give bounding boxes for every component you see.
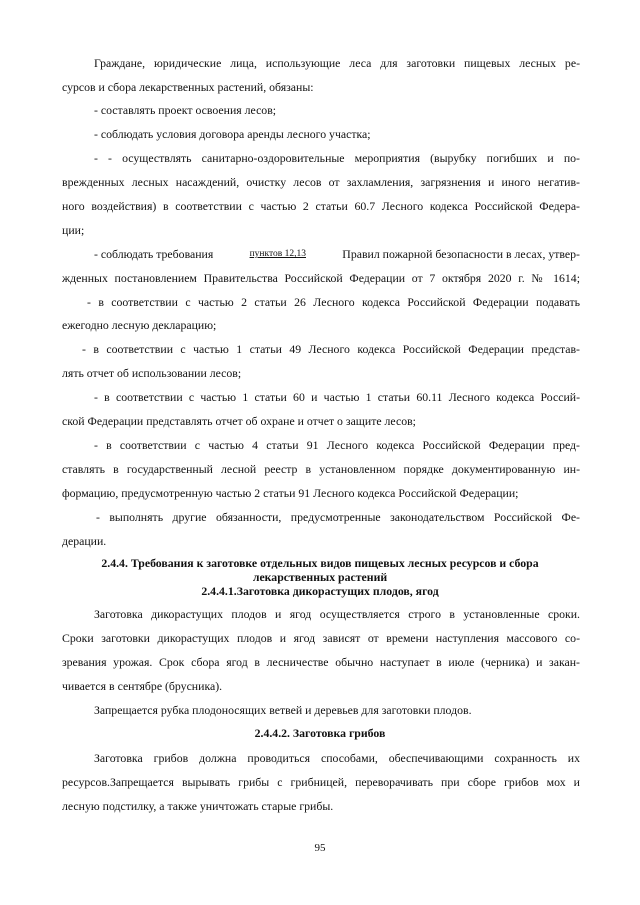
paragraph-line: Сроки заготовки дикорастущих плодов и ягод зависят от времени наступления массового со- — [62, 631, 580, 645]
subsection-heading: 2.4.4.1.Заготовка дикорастущих плодов, ягод — [201, 584, 439, 598]
paragraph-line: ской Федерации представлять отчет об охране и отчет о защите лесов; — [62, 414, 416, 428]
paragraph-line: ежегодно лесную декларацию; — [62, 318, 217, 332]
paragraph-line: Запрещается рубка плодоносящих ветвей и деревьев для заготовки плодов. — [94, 703, 472, 717]
paragraph-line: лять отчет об использовании лесов; — [62, 366, 242, 380]
paragraph-line: чивается в сентябре (брусника). — [62, 679, 223, 693]
list-item: - в соответствии с частью 4 статьи 91 Лесного кодекса Российской Федерации пред- — [94, 438, 580, 452]
list-item: - выполнять другие обязанности, предусмотренные законодательством Российской Фе- — [96, 510, 580, 524]
page-number: 95 — [314, 842, 326, 854]
list-item: - - осуществлять санитарно-оздоровительные мероприятия (вырубку погибших и по- — [94, 151, 580, 165]
list-item: - в соответствии с частью 2 статьи 26 Лесного кодекса Российской Федерации подавать — [87, 295, 580, 309]
paragraph-line: ного воздействия) в соответствии с частью 2 статьи 60.7 Лесного кодекса Российской Федера- — [62, 199, 580, 213]
paragraph-line: ции; — [62, 223, 85, 237]
paragraph-line: Граждане, юридические лица, использующие леса для заготовки пищевых лесных ре- — [94, 56, 580, 70]
paragraph-line: формацию, предусмотренную частью 2 статьи 91 Лесного кодекса Российской Федерации; — [62, 486, 519, 500]
list-item-text: - соблюдать требования — [94, 247, 214, 261]
list-item: - соблюдать условия договора аренды лесного участка; — [94, 127, 371, 141]
section-heading: лекарственных растений — [252, 570, 388, 584]
list-item: - в соответствии с частью 1 статьи 60 и частью 1 статьи 60.11 Лесного кодекса Россий- — [94, 390, 580, 404]
paragraph-line: врежденных лесных насаждений, очистку лесов от захламления, загрязнения и иного негатив- — [62, 175, 580, 189]
list-item — [94, 247, 580, 261]
paragraph-line: Заготовка дикорастущих плодов и ягод осуществляется строго в установленные сроки. — [94, 607, 580, 621]
list-item: - составлять проект освоения лесов; — [94, 103, 277, 117]
paragraph-line: Заготовка грибов должна проводиться способами, обеспечивающими сохранность их — [94, 751, 580, 765]
section-heading: 2.4.4. Требования к заготовке отдельных видов пищевых лесных ресурсов и сбора — [101, 556, 539, 570]
reference-link[interactable]: пунктов 12,13 — [249, 249, 306, 259]
paragraph-line: лесную подстилку, а также уничтожать старые грибы. — [62, 799, 334, 813]
subsection-heading: 2.4.4.2. Заготовка грибов — [254, 726, 386, 740]
paragraph-line: жденных постановлением Правительства Российской Федерации от 7 октября 2020 г. № 1614; — [62, 271, 580, 285]
paragraph-line: ставлять в государственный лесной реестр в установленном порядке документированную ин- — [62, 462, 580, 476]
list-item: - в соответствии с частью 1 статьи 49 Лесного кодекса Российской Федерации представ- — [82, 342, 580, 356]
paragraph-line: зревания урожая. Срок сбора ягод в лесничестве обычно наступает в июле (черника) и закан- — [62, 655, 580, 669]
paragraph-line: дерации. — [62, 534, 107, 548]
paragraph-line: ресурсов.Запрещается вырывать грибы с грибницей, переворачивать при сборе грибов мох и — [62, 775, 580, 789]
paragraph-line: сурсов и сбора лекарственных растений, обязаны: — [62, 80, 314, 94]
list-item-text: Правил пожарной безопасности в лесах, утвер- — [342, 247, 580, 261]
